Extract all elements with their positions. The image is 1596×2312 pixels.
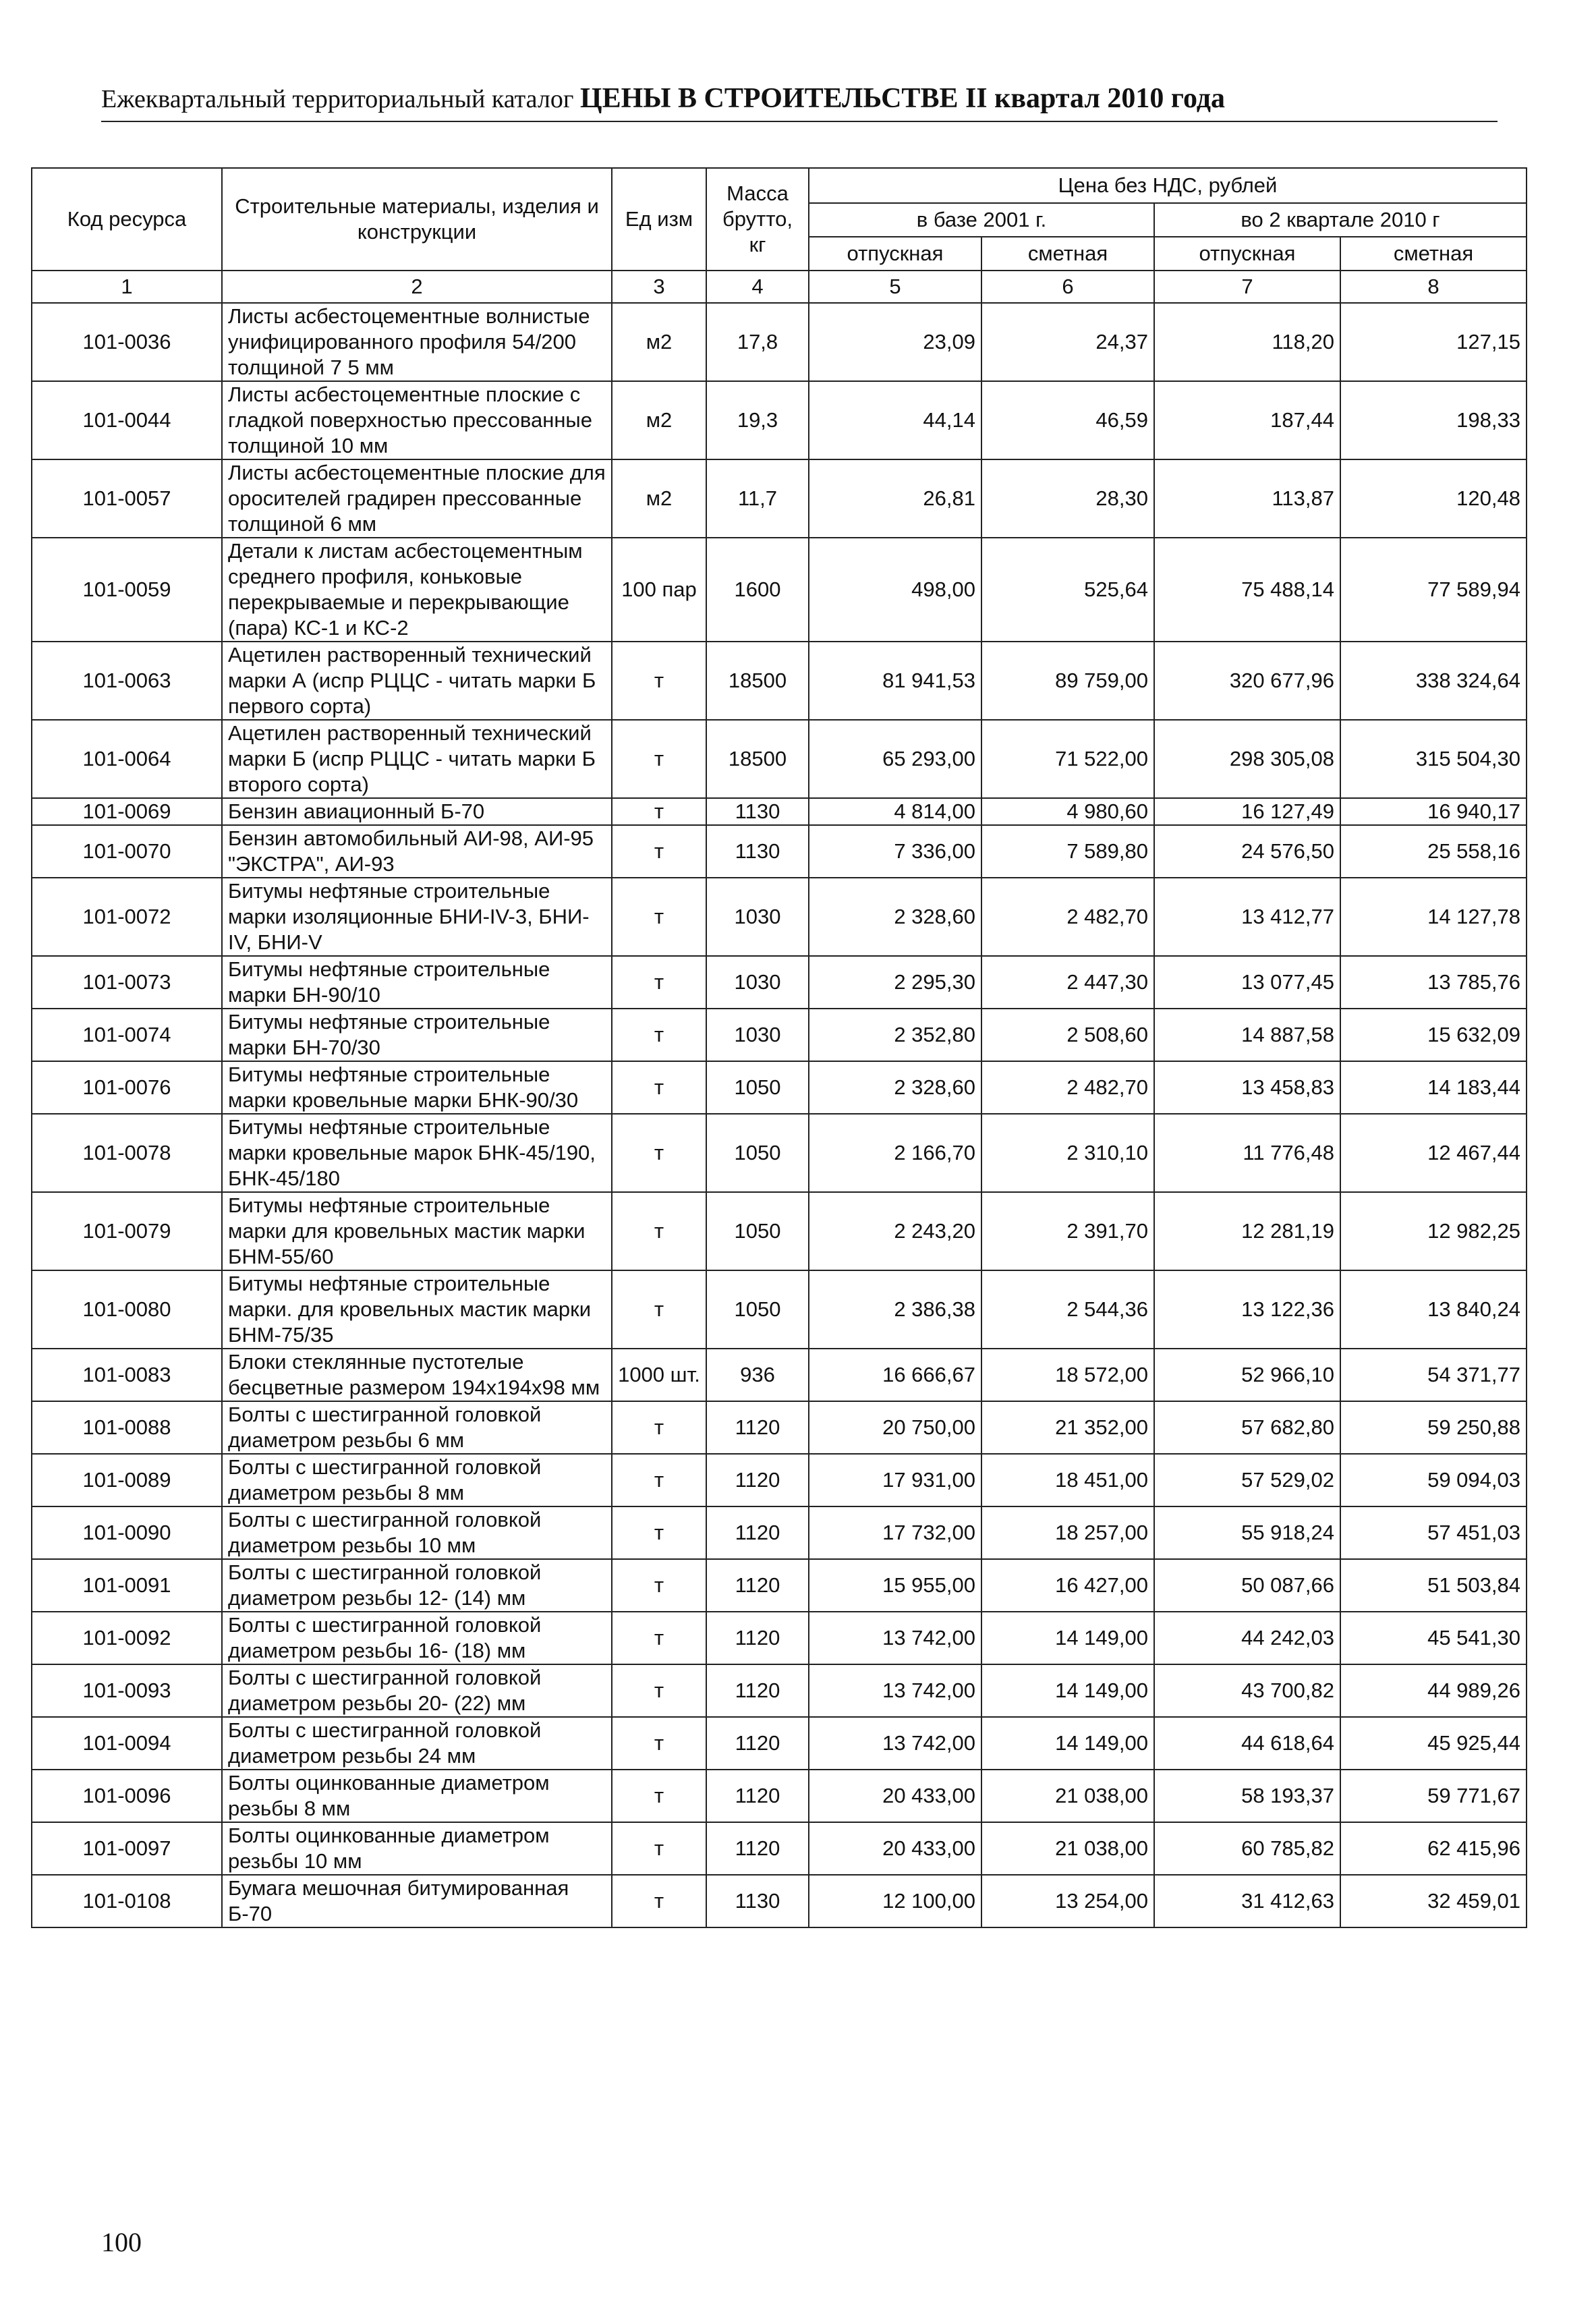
unit-of-measure: т <box>612 1009 706 1061</box>
table-row <box>32 1270 1527 1349</box>
q2-estimate-price: 77 589,94 <box>1340 538 1527 642</box>
q2-release-price: 16 127,49 <box>1154 798 1340 825</box>
q2-release-price: 55 918,24 <box>1154 1506 1340 1559</box>
q2-estimate-price: 62 415,96 <box>1340 1822 1527 1875</box>
table-row <box>32 956 1527 1009</box>
unit-of-measure: т <box>612 1401 706 1454</box>
q2-release-price: 12 281,19 <box>1154 1192 1340 1270</box>
catalog-title: Ежеквартальный территориальный каталог <box>101 85 574 113</box>
unit-of-measure: т <box>612 1454 706 1506</box>
column-number: 7 <box>1154 271 1340 303</box>
gross-mass: 18500 <box>706 642 809 720</box>
resource-code: 101-0069 <box>32 798 222 825</box>
unit-of-measure: м2 <box>612 303 706 381</box>
material-name: Болты с шестигранной головкой диаметром резьбы 10 мм <box>222 1506 612 1559</box>
base-release-price: 23,09 <box>809 303 981 381</box>
base-release-price: 20 750,00 <box>809 1401 981 1454</box>
base-estimate-price: 24,37 <box>981 303 1154 381</box>
base-release-price: 12 100,00 <box>809 1875 981 1927</box>
resource-code: 101-0090 <box>32 1506 222 1559</box>
resource-code: 101-0064 <box>32 720 222 798</box>
base-release-price: 2 328,60 <box>809 1061 981 1114</box>
q2-estimate-price: 13 840,24 <box>1340 1270 1527 1349</box>
material-name: Болты оцинкованные диаметром резьбы 8 мм <box>222 1770 612 1822</box>
base-release-price: 13 742,00 <box>809 1664 981 1717</box>
header-q2-2010: во 2 квартале 2010 г <box>1154 203 1527 237</box>
q2-release-price: 13 412,77 <box>1154 878 1340 956</box>
q2-release-price: 11 776,48 <box>1154 1114 1340 1192</box>
base-release-price: 44,14 <box>809 381 981 459</box>
base-release-price: 17 931,00 <box>809 1454 981 1506</box>
q2-estimate-price: 59 094,03 <box>1340 1454 1527 1506</box>
base-release-price: 13 742,00 <box>809 1612 981 1664</box>
base-estimate-price: 18 451,00 <box>981 1454 1154 1506</box>
gross-mass: 1050 <box>706 1270 809 1349</box>
unit-of-measure: т <box>612 1506 706 1559</box>
gross-mass: 1120 <box>706 1612 809 1664</box>
header-q-release: отпускная <box>1154 237 1340 271</box>
base-estimate-price: 21 038,00 <box>981 1770 1154 1822</box>
table-row <box>32 642 1527 720</box>
material-name: Битумы нефтяные строительные марки кровельные марки БНК-90/30 <box>222 1061 612 1114</box>
q2-estimate-price: 57 451,03 <box>1340 1506 1527 1559</box>
resource-code: 101-0079 <box>32 1192 222 1270</box>
unit-of-measure: т <box>612 1770 706 1822</box>
table-row <box>32 1401 1527 1454</box>
gross-mass: 11,7 <box>706 459 809 538</box>
material-name: Болты с шестигранной головкой диаметром резьбы 16- (18) мм <box>222 1612 612 1664</box>
base-estimate-price: 18 572,00 <box>981 1349 1154 1401</box>
resource-code: 101-0093 <box>32 1664 222 1717</box>
material-name: Листы асбестоцементные волнистые унифицированного профиля 54/200 толщиной 7 5 мм <box>222 303 612 381</box>
header-q-estimate: сметная <box>1340 237 1527 271</box>
unit-of-measure: м2 <box>612 381 706 459</box>
unit-of-measure: т <box>612 1875 706 1927</box>
base-estimate-price: 13 254,00 <box>981 1875 1154 1927</box>
material-name: Ацетилен растворенный технический марки Б (испр РЦЦС - читать марки Б второго сорта) <box>222 720 612 798</box>
q2-estimate-price: 59 771,67 <box>1340 1770 1527 1822</box>
unit-of-measure: 1000 шт. <box>612 1349 706 1401</box>
gross-mass: 1050 <box>706 1061 809 1114</box>
resource-code: 101-0094 <box>32 1717 222 1770</box>
column-number: 4 <box>706 271 809 303</box>
table-row <box>32 1664 1527 1717</box>
column-number: 2 <box>222 271 612 303</box>
material-name: Болты с шестигранной головкой диаметром резьбы 6 мм <box>222 1401 612 1454</box>
base-estimate-price: 14 149,00 <box>981 1717 1154 1770</box>
resource-code: 101-0036 <box>32 303 222 381</box>
unit-of-measure: т <box>612 1822 706 1875</box>
resource-code: 101-0088 <box>32 1401 222 1454</box>
material-name: Ацетилен растворенный технический марки А (испр РЦЦС - читать марки Б первого сорта) <box>222 642 612 720</box>
q2-release-price: 60 785,82 <box>1154 1822 1340 1875</box>
column-number-row <box>32 271 1527 303</box>
resource-code: 101-0083 <box>32 1349 222 1401</box>
q2-estimate-price: 120,48 <box>1340 459 1527 538</box>
base-estimate-price: 2 544,36 <box>981 1270 1154 1349</box>
table-row <box>32 1349 1527 1401</box>
gross-mass: 1130 <box>706 1875 809 1927</box>
unit-of-measure: т <box>612 1664 706 1717</box>
q2-estimate-price: 16 940,17 <box>1340 798 1527 825</box>
material-name: Битумы нефтяные строительные марки БН-90/10 <box>222 956 612 1009</box>
q2-release-price: 13 458,83 <box>1154 1061 1340 1114</box>
material-name: Листы асбестоцементные плоские с гладкой поверхностью прессованные толщиной 10 мм <box>222 381 612 459</box>
header-base-2001: в базе 2001 г. <box>809 203 1154 237</box>
table-row <box>32 1192 1527 1270</box>
table-row <box>32 1009 1527 1061</box>
table-row <box>32 381 1527 459</box>
q2-estimate-price: 12 982,25 <box>1340 1192 1527 1270</box>
resource-code: 101-0044 <box>32 381 222 459</box>
base-release-price: 16 666,67 <box>809 1349 981 1401</box>
table-row <box>32 1061 1527 1114</box>
header-code: Код ресурса <box>32 168 222 271</box>
table-row <box>32 1612 1527 1664</box>
material-name: Блоки стеклянные пустотелые бесцветные размером 194х194х98 мм <box>222 1349 612 1401</box>
unit-of-measure: т <box>612 1114 706 1192</box>
table-body <box>32 303 1527 1927</box>
material-name: Болты с шестигранной головкой диаметром резьбы 24 мм <box>222 1717 612 1770</box>
material-name: Битумы нефтяные строительные марки кровельные марок БНК-45/190, БНК-45/180 <box>222 1114 612 1192</box>
unit-of-measure: т <box>612 642 706 720</box>
material-name: Листы асбестоцементные плоские для оросителей градирен прессованные толщиной 6 мм <box>222 459 612 538</box>
table-row <box>32 1875 1527 1927</box>
q2-estimate-price: 14 183,44 <box>1340 1061 1527 1114</box>
q2-estimate-price: 14 127,78 <box>1340 878 1527 956</box>
base-estimate-price: 14 149,00 <box>981 1664 1154 1717</box>
material-name: Болты с шестигранной головкой диаметром резьбы 20- (22) мм <box>222 1664 612 1717</box>
price-table <box>31 167 1527 1928</box>
q2-release-price: 58 193,37 <box>1154 1770 1340 1822</box>
q2-estimate-price: 44 989,26 <box>1340 1664 1527 1717</box>
q2-release-price: 75 488,14 <box>1154 538 1340 642</box>
base-estimate-price: 525,64 <box>981 538 1154 642</box>
gross-mass: 1120 <box>706 1401 809 1454</box>
unit-of-measure: т <box>612 956 706 1009</box>
resource-code: 101-0092 <box>32 1612 222 1664</box>
material-name: Бензин авиационный Б-70 <box>222 798 612 825</box>
base-release-price: 7 336,00 <box>809 825 981 878</box>
catalog-title-bold: ЦЕНЫ В СТРОИТЕЛЬСТВЕ II квартал 2010 года <box>579 83 1225 114</box>
material-name: Битумы нефтяные строительные марки изоляционные БНИ-IV-3, БНИ-IV, БНИ-V <box>222 878 612 956</box>
resource-code: 101-0080 <box>32 1270 222 1349</box>
resource-code: 101-0063 <box>32 642 222 720</box>
table-row <box>32 1770 1527 1822</box>
table-row <box>32 538 1527 642</box>
q2-release-price: 187,44 <box>1154 381 1340 459</box>
base-estimate-price: 71 522,00 <box>981 720 1154 798</box>
material-name: Болты с шестигранной головкой диаметром резьбы 8 мм <box>222 1454 612 1506</box>
resource-code: 101-0089 <box>32 1454 222 1506</box>
unit-of-measure: 100 пар <box>612 538 706 642</box>
base-estimate-price: 2 482,70 <box>981 878 1154 956</box>
q2-estimate-price: 127,15 <box>1340 303 1527 381</box>
base-release-price: 2 352,80 <box>809 1009 981 1061</box>
q2-release-price: 113,87 <box>1154 459 1340 538</box>
unit-of-measure: т <box>612 1270 706 1349</box>
material-name: Бензин автомобильный АИ-98, АИ-95 "ЭКСТРА", АИ-93 <box>222 825 612 878</box>
base-estimate-price: 2 482,70 <box>981 1061 1154 1114</box>
gross-mass: 1120 <box>706 1454 809 1506</box>
material-name: Битумы нефтяные строительные марки для кровельных мастик марки БНМ-55/60 <box>222 1192 612 1270</box>
unit-of-measure: т <box>612 825 706 878</box>
base-release-price: 2 328,60 <box>809 878 981 956</box>
q2-release-price: 13 122,36 <box>1154 1270 1340 1349</box>
gross-mass: 1130 <box>706 825 809 878</box>
gross-mass: 1050 <box>706 1192 809 1270</box>
base-release-price: 81 941,53 <box>809 642 981 720</box>
base-estimate-price: 2 447,30 <box>981 956 1154 1009</box>
gross-mass: 1120 <box>706 1506 809 1559</box>
header-base-estimate: сметная <box>981 237 1154 271</box>
page-header <box>101 80 1498 122</box>
resource-code: 101-0097 <box>32 1822 222 1875</box>
header-unit: Ед изм <box>612 168 706 271</box>
base-estimate-price: 89 759,00 <box>981 642 1154 720</box>
q2-estimate-price: 45 925,44 <box>1340 1717 1527 1770</box>
gross-mass: 1600 <box>706 538 809 642</box>
gross-mass: 1130 <box>706 798 809 825</box>
gross-mass: 1030 <box>706 956 809 1009</box>
material-name: Болты оцинкованные диаметром резьбы 10 мм <box>222 1822 612 1875</box>
base-estimate-price: 21 352,00 <box>981 1401 1154 1454</box>
unit-of-measure: т <box>612 1717 706 1770</box>
table-row <box>32 1822 1527 1875</box>
gross-mass: 18500 <box>706 720 809 798</box>
material-name: Битумы нефтяные строительные марки БН-70/30 <box>222 1009 612 1061</box>
base-estimate-price: 2 508,60 <box>981 1009 1154 1061</box>
q2-estimate-price: 15 632,09 <box>1340 1009 1527 1061</box>
base-release-price: 2 243,20 <box>809 1192 981 1270</box>
page-number: 100 <box>101 2227 142 2257</box>
table-row <box>32 1559 1527 1612</box>
q2-release-price: 44 618,64 <box>1154 1717 1340 1770</box>
q2-release-price: 118,20 <box>1154 303 1340 381</box>
gross-mass: 19,3 <box>706 381 809 459</box>
base-estimate-price: 21 038,00 <box>981 1822 1154 1875</box>
base-estimate-price: 16 427,00 <box>981 1559 1154 1612</box>
resource-code: 101-0091 <box>32 1559 222 1612</box>
resource-code: 101-0073 <box>32 956 222 1009</box>
base-estimate-price: 4 980,60 <box>981 798 1154 825</box>
base-estimate-price: 28,30 <box>981 459 1154 538</box>
base-release-price: 20 433,00 <box>809 1770 981 1822</box>
material-name: Болты с шестигранной головкой диаметром резьбы 12- (14) мм <box>222 1559 612 1612</box>
base-release-price: 26,81 <box>809 459 981 538</box>
header-price-group: Цена без НДС, рублей <box>809 168 1527 203</box>
base-release-price: 15 955,00 <box>809 1559 981 1612</box>
material-name: Бумага мешочная битумированная Б-70 <box>222 1875 612 1927</box>
column-number: 3 <box>612 271 706 303</box>
q2-estimate-price: 51 503,84 <box>1340 1559 1527 1612</box>
resource-code: 101-0059 <box>32 538 222 642</box>
header-mass: Масса брутто, кг <box>706 168 809 271</box>
table-row <box>32 1114 1527 1192</box>
resource-code: 101-0076 <box>32 1061 222 1114</box>
q2-estimate-price: 45 541,30 <box>1340 1612 1527 1664</box>
q2-release-price: 31 412,63 <box>1154 1875 1340 1927</box>
unit-of-measure: т <box>612 798 706 825</box>
q2-release-price: 13 077,45 <box>1154 956 1340 1009</box>
table-row <box>32 720 1527 798</box>
q2-estimate-price: 315 504,30 <box>1340 720 1527 798</box>
q2-release-price: 43 700,82 <box>1154 1664 1340 1717</box>
table-row <box>32 825 1527 878</box>
gross-mass: 17,8 <box>706 303 809 381</box>
gross-mass: 1120 <box>706 1822 809 1875</box>
unit-of-measure: т <box>612 1559 706 1612</box>
gross-mass: 1030 <box>706 878 809 956</box>
gross-mass: 1120 <box>706 1664 809 1717</box>
table-row <box>32 1717 1527 1770</box>
base-release-price: 4 814,00 <box>809 798 981 825</box>
resource-code: 101-0070 <box>32 825 222 878</box>
unit-of-measure: т <box>612 720 706 798</box>
base-release-price: 2 386,38 <box>809 1270 981 1349</box>
column-number: 8 <box>1340 271 1527 303</box>
gross-mass: 1120 <box>706 1559 809 1612</box>
q2-estimate-price: 54 371,77 <box>1340 1349 1527 1401</box>
column-number: 5 <box>809 271 981 303</box>
q2-release-price: 50 087,66 <box>1154 1559 1340 1612</box>
q2-estimate-price: 25 558,16 <box>1340 825 1527 878</box>
base-estimate-price: 2 391,70 <box>981 1192 1154 1270</box>
base-release-price: 498,00 <box>809 538 981 642</box>
column-number: 6 <box>981 271 1154 303</box>
resource-code: 101-0108 <box>32 1875 222 1927</box>
q2-release-price: 57 682,80 <box>1154 1401 1340 1454</box>
material-name: Детали к листам асбестоцементным среднего профиля, коньковые перекрываемые и перекрывающие (пара) КС-1 и КС-2 <box>222 538 612 642</box>
table-row <box>32 878 1527 956</box>
table-row <box>32 798 1527 825</box>
base-estimate-price: 2 310,10 <box>981 1114 1154 1192</box>
gross-mass: 1050 <box>706 1114 809 1192</box>
q2-release-price: 14 887,58 <box>1154 1009 1340 1061</box>
unit-of-measure: м2 <box>612 459 706 538</box>
table-row <box>32 459 1527 538</box>
base-release-price: 13 742,00 <box>809 1717 981 1770</box>
material-name: Битумы нефтяные строительные марки. для кровельных мастик марки БНМ-75/35 <box>222 1270 612 1349</box>
base-release-price: 2 166,70 <box>809 1114 981 1192</box>
base-estimate-price: 46,59 <box>981 381 1154 459</box>
gross-mass: 1120 <box>706 1770 809 1822</box>
table-header <box>32 168 1527 303</box>
q2-estimate-price: 32 459,01 <box>1340 1875 1527 1927</box>
q2-release-price: 44 242,03 <box>1154 1612 1340 1664</box>
column-number: 1 <box>32 271 222 303</box>
gross-mass: 936 <box>706 1349 809 1401</box>
gross-mass: 1030 <box>706 1009 809 1061</box>
unit-of-measure: т <box>612 878 706 956</box>
q2-release-price: 24 576,50 <box>1154 825 1340 878</box>
q2-estimate-price: 12 467,44 <box>1340 1114 1527 1192</box>
base-release-price: 20 433,00 <box>809 1822 981 1875</box>
q2-release-price: 52 966,10 <box>1154 1349 1340 1401</box>
q2-release-price: 57 529,02 <box>1154 1454 1340 1506</box>
q2-estimate-price: 13 785,76 <box>1340 956 1527 1009</box>
unit-of-measure: т <box>612 1192 706 1270</box>
q2-estimate-price: 338 324,64 <box>1340 642 1527 720</box>
resource-code: 101-0074 <box>32 1009 222 1061</box>
header-base-release: отпускная <box>809 237 981 271</box>
table-row <box>32 303 1527 381</box>
base-estimate-price: 18 257,00 <box>981 1506 1154 1559</box>
resource-code: 101-0096 <box>32 1770 222 1822</box>
q2-estimate-price: 198,33 <box>1340 381 1527 459</box>
table-row <box>32 1506 1527 1559</box>
resource-code: 101-0057 <box>32 459 222 538</box>
base-estimate-price: 7 589,80 <box>981 825 1154 878</box>
gross-mass: 1120 <box>706 1717 809 1770</box>
table-row <box>32 1454 1527 1506</box>
q2-release-price: 298 305,08 <box>1154 720 1340 798</box>
resource-code: 101-0078 <box>32 1114 222 1192</box>
resource-code: 101-0072 <box>32 878 222 956</box>
base-release-price: 2 295,30 <box>809 956 981 1009</box>
base-release-price: 17 732,00 <box>809 1506 981 1559</box>
q2-release-price: 320 677,96 <box>1154 642 1340 720</box>
unit-of-measure: т <box>612 1612 706 1664</box>
base-estimate-price: 14 149,00 <box>981 1612 1154 1664</box>
header-name: Строительные материалы, изделия и конструкции <box>222 168 612 271</box>
base-release-price: 65 293,00 <box>809 720 981 798</box>
unit-of-measure: т <box>612 1061 706 1114</box>
q2-estimate-price: 59 250,88 <box>1340 1401 1527 1454</box>
